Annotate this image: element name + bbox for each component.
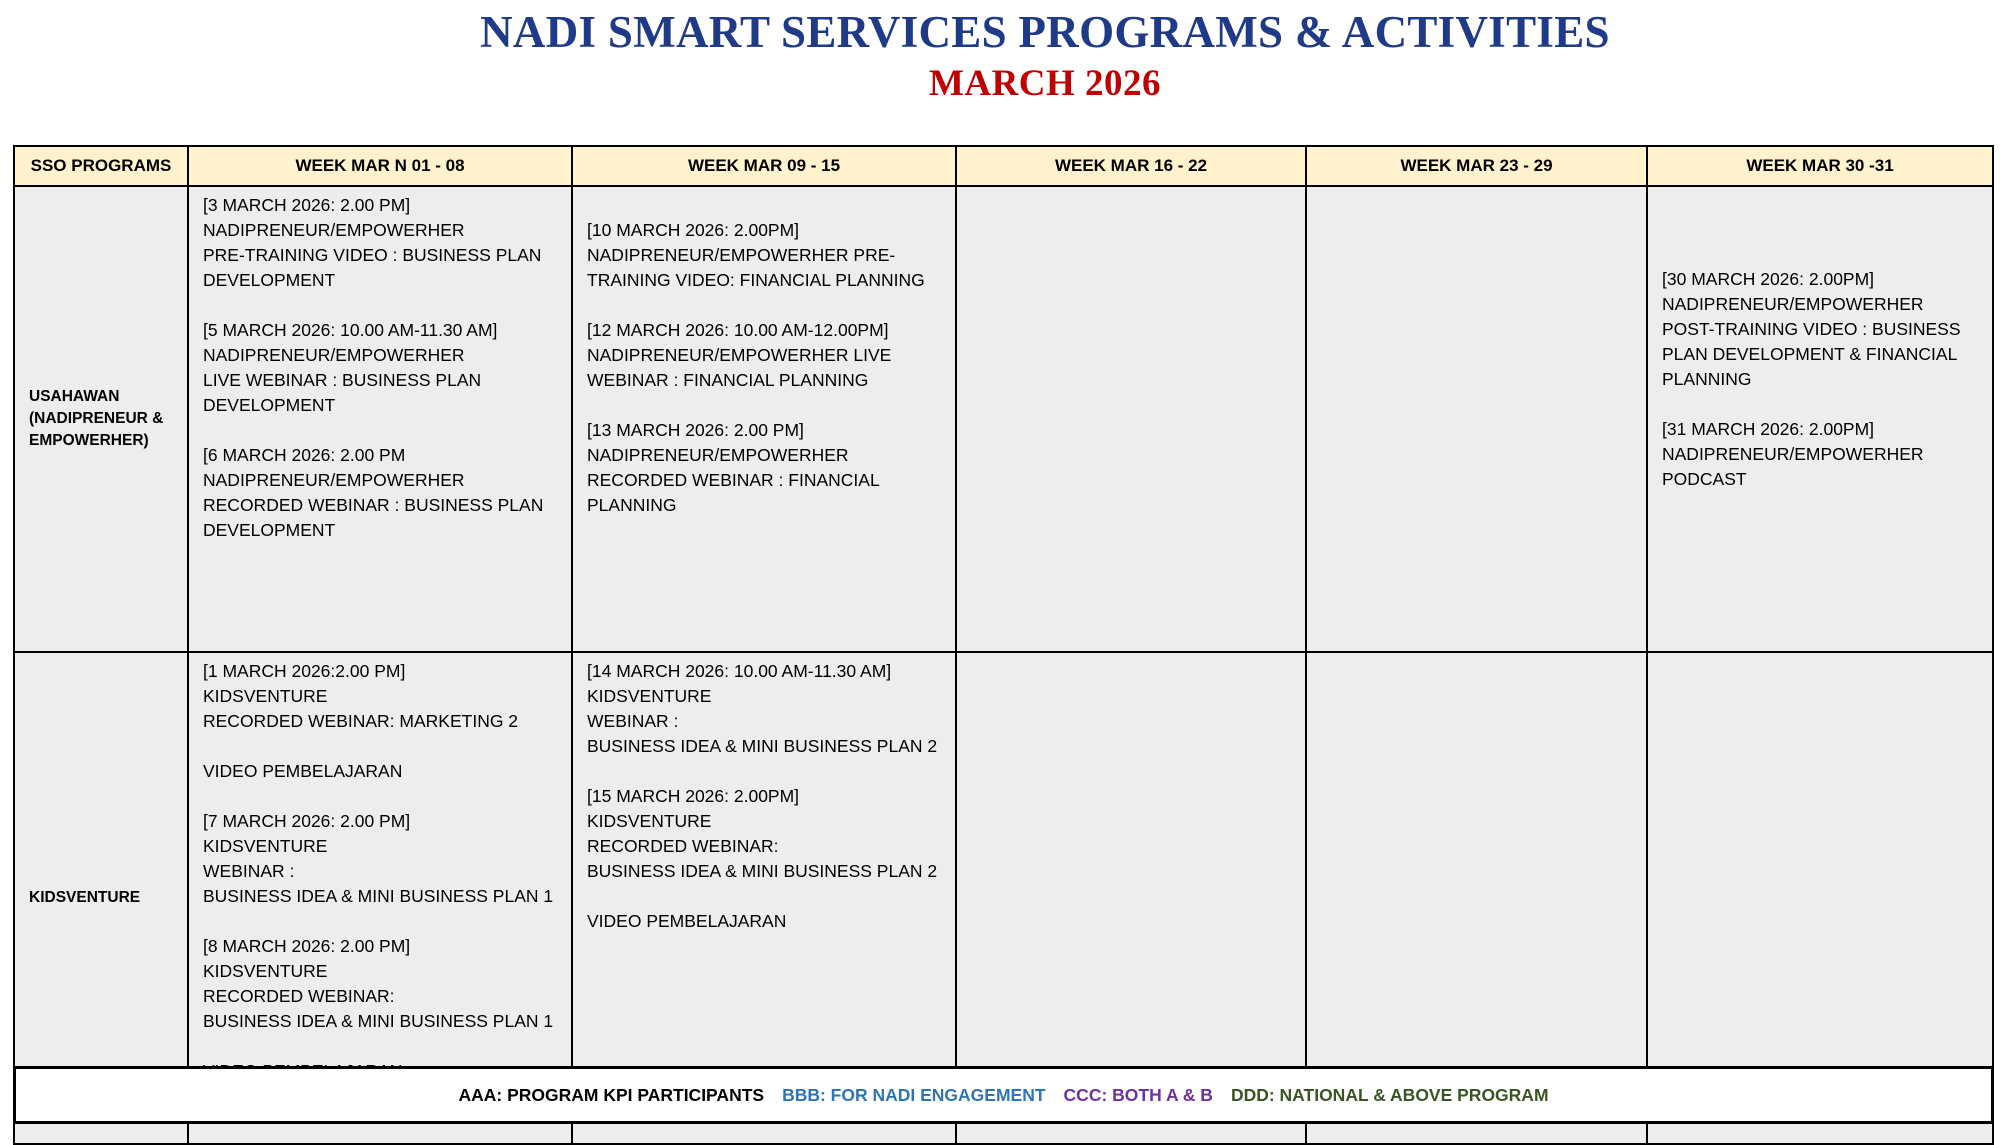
event-line: KIDSVENTURE	[203, 961, 328, 981]
event-line: VIDEO PEMBELAJARAN	[587, 911, 787, 931]
week-cell	[1306, 186, 1647, 652]
event-entry	[587, 318, 943, 393]
legend-item-ccc: CCC: BOTH A & B	[1063, 1085, 1213, 1105]
event-line: [3 MARCH 2026: 2.00 PM]	[203, 195, 411, 215]
schedule-table	[13, 145, 1994, 1145]
event-entry	[203, 934, 559, 1034]
program-name-line: EMPOWERHER)	[29, 432, 149, 449]
event-entry	[587, 418, 943, 518]
event-line: [6 MARCH 2026: 2.00 PM	[203, 445, 406, 465]
event-line: POST-TRAINING VIDEO : BUSINESS	[1662, 319, 1961, 339]
event-line: RECORDED WEBINAR:	[203, 986, 395, 1006]
event-line: [8 MARCH 2026: 2.00 PM]	[203, 936, 411, 956]
program-name-line: (NADIPRENEUR &	[29, 410, 164, 427]
event-line: NADIPRENEUR/EMPOWERHER	[203, 470, 465, 490]
event-line: NADIPRENEUR/EMPOWERHER	[1662, 444, 1924, 464]
week-cell	[188, 186, 572, 652]
event-line: BUSINESS IDEA & MINI BUSINESS PLAN 1	[203, 886, 554, 906]
event-entry	[203, 759, 559, 784]
event-entry	[587, 659, 943, 759]
event-entry	[1662, 417, 1980, 492]
event-line: NADIPRENEUR/EMPOWERHER PRE-	[587, 245, 896, 265]
week-cell	[1647, 186, 1993, 652]
event-line: [7 MARCH 2026: 2.00 PM]	[203, 811, 411, 831]
event-line: BUSINESS IDEA & MINI BUSINESS PLAN 2	[587, 861, 938, 881]
table-row-usahawan	[14, 186, 1993, 652]
event-line: [12 MARCH 2026: 10.00 AM-12.00PM]	[587, 320, 889, 340]
event-entry	[1662, 267, 1980, 392]
legend-item-aaa: AAA: PROGRAM KPI PARTICIPANTS	[458, 1085, 765, 1105]
event-line: TRAINING VIDEO: FINANCIAL PLANNING	[587, 270, 925, 290]
event-line: PRE-TRAINING VIDEO : BUSINESS PLAN	[203, 245, 542, 265]
event-entry	[203, 659, 559, 734]
event-line: DEVELOPMENT	[203, 520, 336, 540]
column-header-week-2: WEEK MAR 09 - 15	[572, 146, 956, 186]
event-entry	[587, 784, 943, 884]
week-cell	[572, 186, 956, 652]
event-line: NADIPRENEUR/EMPOWERHER	[203, 220, 465, 240]
event-line: PLANNING	[1662, 369, 1752, 389]
event-line: [15 MARCH 2026: 2.00PM]	[587, 786, 800, 806]
event-line: DEVELOPMENT	[203, 270, 336, 290]
event-line: NADIPRENEUR/EMPOWERHER	[1662, 294, 1924, 314]
legend-bar	[13, 1066, 1994, 1124]
header-row	[14, 146, 1993, 186]
legend-item-ddd: DDD: NATIONAL & ABOVE PROGRAM	[1230, 1085, 1549, 1105]
column-header-sso-programs: SSO PROGRAMS	[14, 146, 188, 186]
event-line: RECORDED WEBINAR : FINANCIAL	[587, 470, 880, 490]
program-name-line: KIDSVENTURE	[29, 889, 141, 906]
event-line: PODCAST	[1662, 469, 1747, 489]
page-title: NADI SMART SERVICES PROGRAMS & ACTIVITIES	[480, 7, 1610, 57]
legend-item-bbb: BBB: FOR NADI ENGAGEMENT	[782, 1085, 1046, 1105]
column-header-week-3: WEEK MAR 16 - 22	[956, 146, 1306, 186]
event-line: LIVE WEBINAR : BUSINESS PLAN	[203, 370, 482, 390]
event-line: WEBINAR : FINANCIAL PLANNING	[587, 370, 869, 390]
event-line: KIDSVENTURE	[203, 836, 328, 856]
event-entry	[203, 809, 559, 909]
event-line: RECORDED WEBINAR : BUSINESS PLAN	[203, 495, 544, 515]
event-line: [10 MARCH 2026: 2.00PM]	[587, 220, 800, 240]
event-line: KIDSVENTURE	[587, 811, 712, 831]
event-line: [1 MARCH 2026:2.00 PM]	[203, 661, 406, 681]
event-line: KIDSVENTURE	[587, 686, 712, 706]
event-line: BUSINESS IDEA & MINI BUSINESS PLAN 1	[203, 1011, 554, 1031]
event-line: VIDEO PEMBELAJARAN	[203, 761, 403, 781]
event-entry	[587, 218, 943, 293]
event-line: KIDSVENTURE	[203, 686, 328, 706]
column-header-week-5: WEEK MAR 30 -31	[1647, 146, 1993, 186]
event-line: PLANNING	[587, 495, 677, 515]
event-line: PLAN DEVELOPMENT & FINANCIAL	[1662, 344, 1958, 364]
event-line: WEBINAR :	[587, 711, 679, 731]
program-name-line: USAHAWAN	[29, 388, 120, 405]
event-entry	[203, 443, 559, 543]
column-header-week-1: WEEK MAR N 01 - 08	[188, 146, 572, 186]
event-line: [31 MARCH 2026: 2.00PM]	[1662, 419, 1875, 439]
event-entry	[587, 909, 943, 934]
event-line: RECORDED WEBINAR:	[587, 836, 779, 856]
event-line: BUSINESS IDEA & MINI BUSINESS PLAN 2	[587, 736, 938, 756]
event-line: DEVELOPMENT	[203, 395, 336, 415]
event-line: RECORDED WEBINAR: MARKETING 2	[203, 711, 519, 731]
page-subtitle: MARCH 2026	[928, 63, 1162, 104]
event-entry	[203, 318, 559, 418]
event-entry	[203, 193, 559, 293]
program-name-cell	[14, 186, 188, 652]
column-header-week-4: WEEK MAR 23 - 29	[1306, 146, 1647, 186]
event-line: NADIPRENEUR/EMPOWERHER	[587, 445, 849, 465]
week-cell	[956, 186, 1306, 652]
event-line: [13 MARCH 2026: 2.00 PM]	[587, 420, 804, 440]
event-line: [5 MARCH 2026: 10.00 AM-11.30 AM]	[203, 320, 498, 340]
event-line: NADIPRENEUR/EMPOWERHER	[203, 345, 465, 365]
event-line: [14 MARCH 2026: 10.00 AM-11.30 AM]	[587, 661, 892, 681]
event-line: NADIPRENEUR/EMPOWERHER LIVE	[587, 345, 892, 365]
event-line: [30 MARCH 2026: 2.00PM]	[1662, 269, 1875, 289]
event-line: WEBINAR :	[203, 861, 295, 881]
